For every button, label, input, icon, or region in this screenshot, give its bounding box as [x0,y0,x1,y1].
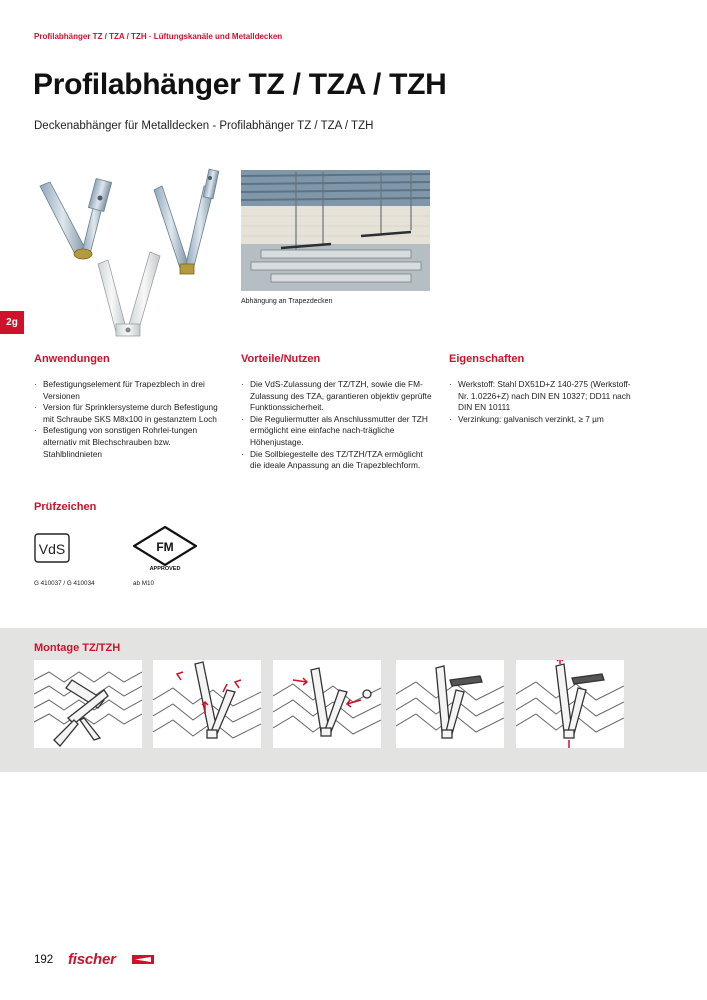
list-item: · Befestigungselement für Trapezblech in drei Versionen [34,379,224,402]
list-item: · Die Reguliermutter als Anschlussmutter der TZH ermöglicht eine einfache nach-trägliche Höhenjustage. [241,414,433,449]
fm-logo-text: FM [156,540,174,554]
page-title: Profilabhänger TZ / TZA / TZH [33,68,447,101]
ceiling-installation-photo [241,170,430,291]
list-item: · Verzinkung: galvanisch verzinkt, ≥ 7 µm [449,414,635,426]
montage-step-4 [396,660,504,748]
montage-step-1 [34,660,142,748]
list-item: · Werkstoff: Stahl DX51D+Z 140-275 (Werkstoff-Nr. 1.0226+Z) nach DIN EN 10327; DD11 nach DIN EN 10111 [449,379,635,414]
list-item: · Version für Sprinklersysteme durch Befestigung mit Schraube SKS M8x100 in gestanztem Loch [34,402,224,425]
vds-logo-text: VdS [38,541,66,557]
chapter-tab: 2g [0,311,24,334]
list-item: · Die VdS-Zulassung der TZ/TZH, sowie die FM-Zulassung des TZA, garantieren objektiv geprüfte Funktionssicherheit. [241,379,433,414]
anwendungen-heading: Anwendungen [34,353,110,365]
vds-logo [34,533,70,563]
anwendungen-list [34,379,224,460]
fm-approved-logo [133,526,197,572]
eigenschaften-heading: Eigenschaften [449,353,525,365]
eigenschaften-list [449,379,635,425]
page-subtitle: Deckenabhänger für Metalldecken - Profilabhänger TZ / TZA / TZH [34,120,374,132]
list-item: · Die Sollbiegestelle des TZ/TZH/TZA ermöglicht die ideale Anpassung an die Trapezblechform. [241,449,433,472]
vds-caption: G 410037 / G 410034 [34,580,95,587]
montage-step-5 [516,660,624,748]
photo-caption: Abhängung an Trapezdecken [241,298,333,305]
breadcrumb: Profilabhänger TZ / TZA / TZH · Lüftungskanäle und Metalldecken [34,32,283,41]
page-number: 192 [34,954,54,966]
list-item: · Befestigung von sonstigen Rohrlei-tungen alternativ mit Blechschrauben bzw. Stahlblindnieten [34,425,224,460]
montage-step-3 [273,660,381,748]
product-hangers-image [28,168,224,348]
montage-step-2 [153,660,261,748]
fm-approved-text: APPROVED [149,566,181,572]
pruefzeichen-heading: Prüfzeichen [34,501,97,513]
vorteile-heading: Vorteile/Nutzen [241,353,321,365]
fischer-brand-mark-icon [132,954,154,965]
fm-caption: ab M10 [133,580,155,587]
fischer-logo: fischer [68,951,116,968]
vorteile-list [241,379,433,472]
montage-heading: Montage TZ/TZH [34,642,121,654]
